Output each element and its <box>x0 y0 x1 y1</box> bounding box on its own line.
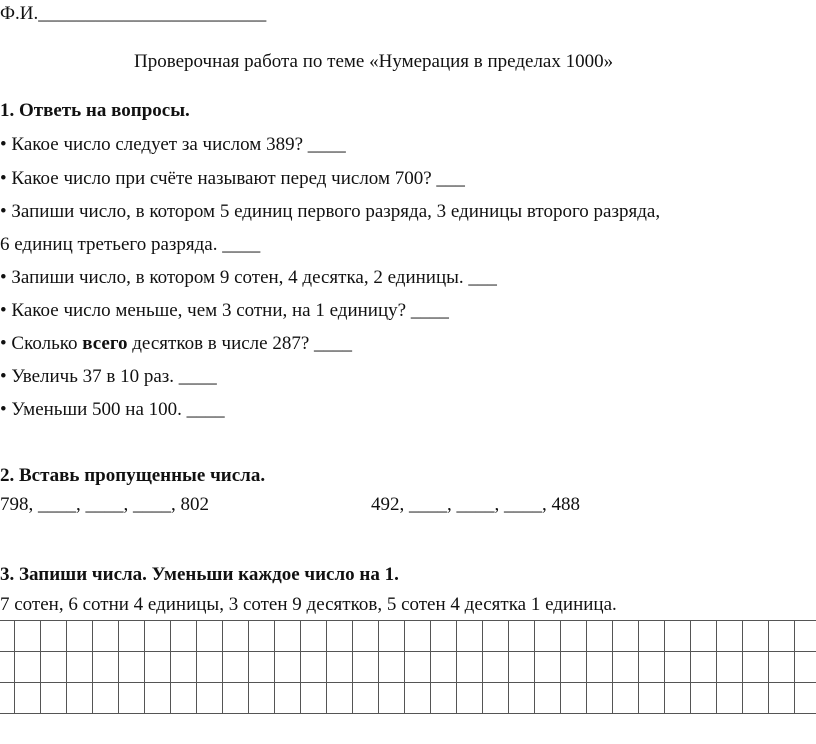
name-field: Ф.И.________________________ <box>0 3 267 24</box>
question-6-start: • Сколько <box>0 333 83 354</box>
question-6-end: десятков в числе 287? ____ <box>127 333 353 354</box>
sequence-1: 798, ____, ____, ____, 802 <box>0 494 209 515</box>
question-1: • Какое число следует за числом 389? ____ <box>0 134 346 155</box>
question-4: • Запиши число, в котором 9 сотен, 4 десятка, 2 единицы. ___ <box>0 267 497 288</box>
numbers-to-write: 7 сотен, 6 сотни 4 единицы, 3 сотен 9 десятков, 5 сотен 4 десятка 1 единица. <box>0 594 617 615</box>
answer-grid[interactable] <box>0 620 816 720</box>
question-7: • Увеличь 37 в 10 раз. ____ <box>0 366 217 387</box>
section2-heading: 2. Вставь пропущенные числа. <box>0 465 266 486</box>
question-3-line-2: 6 единиц третьего разряда. ____ <box>0 234 261 255</box>
page-title: Проверочная работа по теме «Нумерация в пределах 1000» <box>134 51 614 72</box>
question-2: • Какое число при счёте называют перед числом 700? ___ <box>0 168 465 189</box>
question-5: • Какое число меньше, чем 3 сотни, на 1 единицу? ____ <box>0 300 449 321</box>
sequence-2: 492, ____, ____, ____, 488 <box>371 494 580 515</box>
question-8: • Уменьши 500 на 100. ____ <box>0 399 225 420</box>
section1-heading: 1. Ответь на вопросы. <box>0 100 190 121</box>
section3-heading: 3. Запиши числа. Уменьши каждое число на 1. <box>0 564 399 585</box>
question-6 <box>0 332 352 356</box>
question-6-emphasis: всего <box>82 333 128 354</box>
question-3-line-1: • Запиши число, в котором 5 единиц первого разряда, 3 единицы второго разряда, <box>0 201 661 222</box>
